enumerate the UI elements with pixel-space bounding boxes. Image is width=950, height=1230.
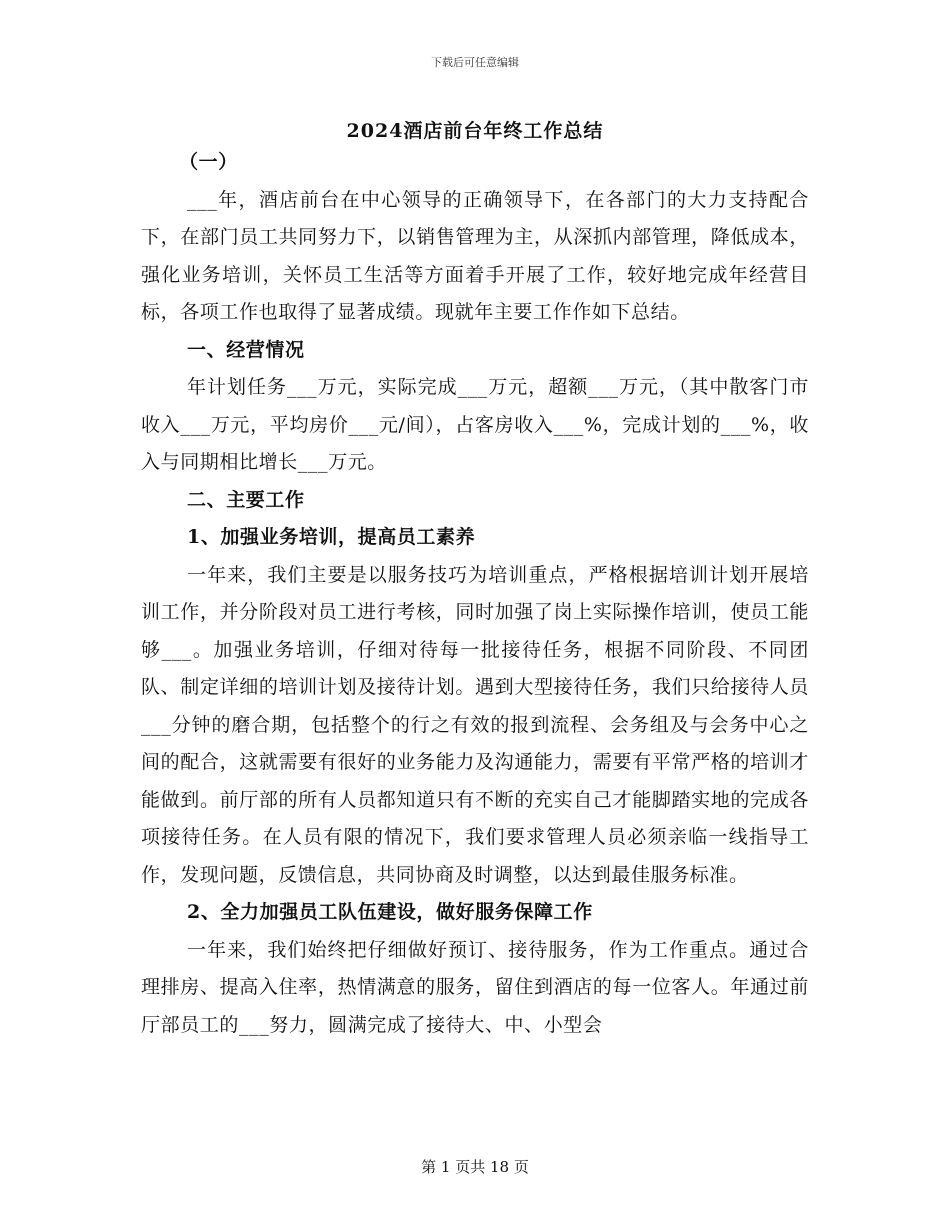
section-mark: （一）: [179, 151, 238, 173]
training-paragraph: 一年来，我们主要是以服务技巧为培训重点，严格根据培训计划开展培训工作，并分阶段对员工进行考核，同时加强了岗上实际操作培训，使员工能够___。加强业务培训，仔细对待每一批接待任务，根据不同阶段、不同团队、制定详细的培训计划及接待计划。遇到大型接待任务，我们只给接待人员___分钟的磨合期，包括整个的行之有效的报到流程、会务组及与会务中心之间的配合，这就需要有很好的业务能力及沟通能力，需要有平常严格的培训才能做到。前厅部的所有人员都知道只有不断的充实自己才能脚踏实地的完成各项接待任务。在人员有限的情况下，我们要求管理人员必须亲临一线指导工作，发现问题，反馈信息，共同协商及时调整，以达到最佳服务标准。: [141, 563, 809, 886]
header-note: 下载后可任意编辑: [431, 56, 519, 69]
page-footer: 第 1 页共 18 页: [421, 1158, 529, 1176]
heading-main-work: 二、主要工作: [187, 488, 305, 511]
team-paragraph: 一年来，我们始终把仔细做好预订、接待服务，作为工作重点。通过合理排房、提高入住率，热情满意的服务，留住到酒店的每一位客人。年通过前厅部员工的___努力，圆满完成了接待大、中、小型会: [141, 938, 809, 1036]
intro-paragraph: ___年，酒店前台在中心领导的正确领导下，在各部门的大力支持配合下，在部门员工共同努力下，以销售管理为主，从深抓内部管理，降低成本，强化业务培训，关怀员工生活等方面着手开展了工作，较好地完成年经营目标，各项工作也取得了显著成绩。现就年主要工作作如下总结。: [141, 188, 809, 323]
subheading-training: 1、加强业务培训，提高员工素养: [187, 526, 476, 548]
document-body: [141, 144, 809, 1044]
subheading-team: 2、全力加强员工队伍建设，做好服务保障工作: [187, 901, 593, 923]
heading-business: 一、经营情况: [187, 338, 305, 361]
page-title: 2024酒店前台年终工作总结: [346, 120, 604, 142]
business-paragraph: 年计划任务___万元，实际完成___万元，超额___万元，（其中散客门市收入___万元，平均房价___元/间），占客房收入___%，完成计划的___%，收入与同期相比增长___万元。: [141, 376, 809, 473]
